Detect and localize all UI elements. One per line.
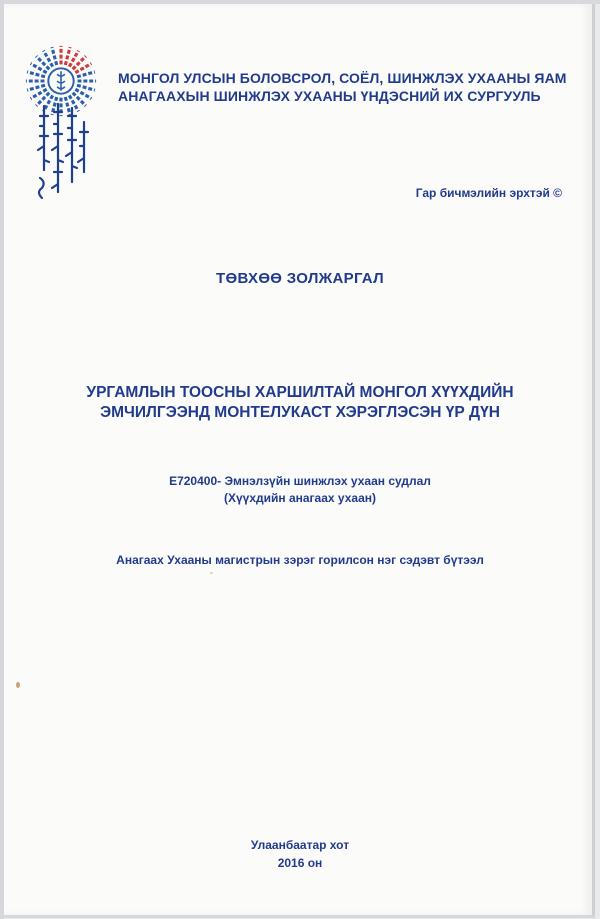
- scan-speck: [16, 682, 20, 688]
- specialty-code: Е720400- Эмнэлзүйн шинжлэх ухаан судлал: [169, 474, 431, 488]
- logo-ray: [27, 85, 45, 90]
- logo-ray: [27, 72, 45, 77]
- specialty-field: (Хүүхдийн анагаах ухаан): [223, 491, 376, 505]
- scan-speck: [210, 572, 213, 574]
- copyright-notice: Гар бичмэлийн эрхтэй ©: [415, 186, 562, 200]
- logo-ray: [77, 85, 95, 90]
- publication-year: 2016 он: [277, 856, 323, 870]
- logo-ray: [65, 47, 70, 65]
- mongolian-script-icon: [32, 102, 92, 206]
- thesis-title-line-2: ЭМЧИЛГЭЭНД МОНТЕЛУКАСТ ХЭРЭГЛЭСЭН ҮР ДҮН: [100, 404, 500, 421]
- document-page: [4, 4, 595, 918]
- ministry-name: МОНГОЛ УЛСЫН БОЛОВСРОЛ, СОЁЛ, ШИНЖЛЭХ УХААНЫ ЯАМ: [118, 70, 567, 86]
- university-name: АНАГААХЫН ШИНЖЛЭХ УХААНЫ ҮНДЭСНИЙ ИХ СУРГУУЛЬ: [118, 88, 541, 104]
- logo-ray: [77, 72, 95, 77]
- logo-ray: [73, 56, 86, 69]
- author-name: ТӨВХӨӨ ЗОЛЖАРГАЛ: [216, 270, 384, 287]
- logo-ray: [52, 47, 57, 65]
- place-of-publication: Улаанбаатар хот: [250, 838, 350, 852]
- thesis-title-line-1: УРГАМЛЫН ТООСНЫ ХАРШИЛТАЙ МОНГОЛ ХҮҮХДИЙН: [86, 384, 514, 401]
- degree-statement: Анагаах Ухааны магистрын зэрэг горилсон нэг сэдэвт бүтээл: [116, 553, 484, 567]
- logo-ray: [36, 56, 49, 69]
